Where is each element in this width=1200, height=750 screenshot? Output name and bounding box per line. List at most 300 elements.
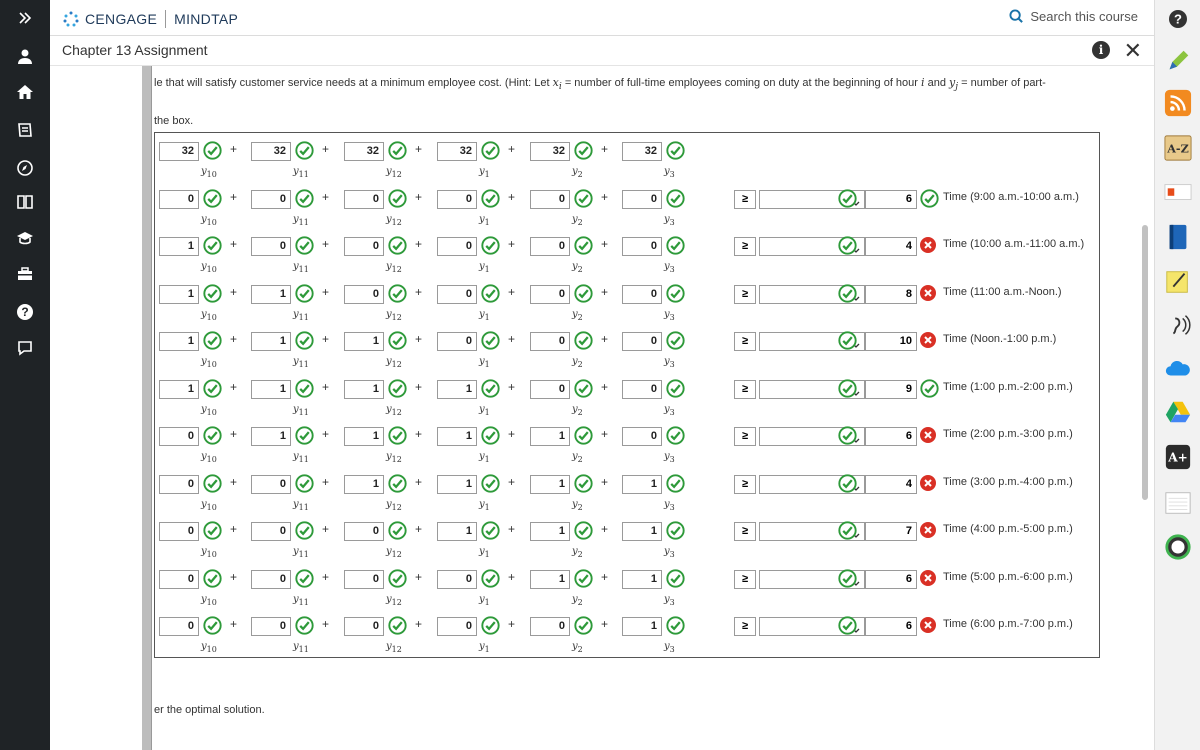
notepad-icon[interactable] bbox=[1163, 488, 1193, 518]
variable-label: $y_1$ bbox=[479, 261, 490, 274]
correct-check-icon bbox=[295, 379, 314, 398]
coefficient-input[interactable]: 32 bbox=[344, 142, 384, 161]
book-icon[interactable] bbox=[1163, 222, 1193, 252]
time-period-label: Time (10:00 a.m.-11:00 a.m.) bbox=[943, 238, 1085, 250]
help-icon[interactable] bbox=[0, 294, 50, 330]
coefficient-input[interactable]: 0 bbox=[622, 332, 662, 351]
correct-check-icon bbox=[481, 379, 500, 398]
variable-label: $y_{10}$ bbox=[201, 593, 217, 607]
office-icon[interactable] bbox=[1163, 178, 1193, 208]
plus-sign: + bbox=[508, 237, 516, 251]
correct-check-icon bbox=[574, 616, 593, 635]
toolbox-icon[interactable] bbox=[0, 256, 50, 292]
correct-check-icon bbox=[203, 284, 222, 303]
box-instruction: the box. bbox=[154, 115, 194, 127]
correct-check-icon bbox=[203, 379, 222, 398]
plus-sign: + bbox=[508, 569, 516, 584]
coefficient-input[interactable]: 0 bbox=[251, 237, 291, 256]
coefficient-input[interactable]: 1 bbox=[530, 522, 570, 541]
coefficient-input[interactable]: 1 bbox=[159, 285, 199, 304]
coefficient-input[interactable]: 1 bbox=[437, 475, 477, 494]
coefficient-input[interactable]: 1 bbox=[530, 427, 570, 446]
plus-sign: + bbox=[601, 427, 609, 441]
variable-label: $y_{12}$ bbox=[386, 213, 402, 227]
correct-check-icon bbox=[838, 616, 857, 635]
problem-hint: le that will satisfy customer service needs at a minimum employee cost. (Hint: Let $x_i$ = number of full-time employees coming on duty at the beginning of hour i and $y_j$ = number of part- bbox=[154, 76, 1046, 93]
coefficient-input[interactable]: 0 bbox=[159, 522, 199, 541]
correct-check-icon bbox=[295, 474, 314, 493]
coefficient-input[interactable]: 0 bbox=[344, 285, 384, 304]
plus-sign: + bbox=[415, 237, 423, 251]
top-bar bbox=[50, 0, 1154, 36]
plus-sign: + bbox=[415, 284, 423, 299]
coefficient-input[interactable]: 1 bbox=[344, 332, 384, 351]
rhs-input[interactable]: 6 bbox=[865, 570, 917, 589]
coefficient-input[interactable]: 1 bbox=[622, 570, 662, 589]
expand-icon[interactable] bbox=[0, 0, 50, 36]
plus-sign: + bbox=[322, 617, 330, 631]
coefficient-input[interactable]: 1 bbox=[344, 380, 384, 399]
plus-sign: + bbox=[508, 474, 516, 489]
book-open-icon[interactable] bbox=[0, 184, 50, 220]
plus-sign: + bbox=[508, 142, 516, 156]
coefficient-input[interactable]: 1 bbox=[437, 427, 477, 446]
right-app-dock bbox=[1154, 0, 1200, 750]
correct-check-icon bbox=[388, 379, 407, 398]
correct-check-icon bbox=[838, 474, 857, 493]
variable-label: $y_2$ bbox=[572, 356, 583, 369]
variable-label: $y_{10}$ bbox=[201, 451, 217, 464]
coefficient-input[interactable]: 0 bbox=[159, 570, 199, 589]
plus-sign: + bbox=[601, 142, 609, 156]
plus-sign: + bbox=[601, 522, 609, 536]
correct-check-icon bbox=[838, 521, 857, 540]
plus-sign: + bbox=[508, 522, 516, 536]
coefficient-input[interactable]: 0 bbox=[437, 285, 477, 304]
rhs-input[interactable]: 4 bbox=[865, 475, 917, 494]
variable-label: $y_{10}$ bbox=[201, 356, 217, 369]
variable-label: $y_1$ bbox=[479, 403, 490, 417]
coefficient-input[interactable]: 1 bbox=[251, 285, 291, 304]
plus-sign: + bbox=[230, 142, 238, 156]
cengage-dots-icon bbox=[62, 10, 80, 28]
correct-check-icon bbox=[574, 521, 593, 540]
variable-label: $y_{12}$ bbox=[386, 451, 402, 464]
help-circle-icon[interactable] bbox=[1163, 4, 1193, 34]
plus-sign: + bbox=[508, 427, 516, 441]
time-period-label: Time (Noon.-1:00 p.m.) bbox=[943, 333, 1057, 345]
correct-check-icon bbox=[666, 569, 685, 588]
variable-label: $y_{10}$ bbox=[201, 213, 217, 227]
page-title: Chapter 13 Assignment bbox=[62, 42, 208, 58]
correct-check-icon bbox=[481, 189, 500, 208]
pencil-icon[interactable] bbox=[1163, 46, 1193, 76]
coefficient-input[interactable]: 32 bbox=[159, 142, 199, 161]
variable-label: $y_1$ bbox=[479, 213, 490, 227]
coefficient-input[interactable]: 1 bbox=[159, 380, 199, 399]
rhs-input[interactable]: 6 bbox=[865, 190, 917, 209]
coefficient-input[interactable]: 0 bbox=[530, 617, 570, 636]
coefficient-input[interactable]: 1 bbox=[437, 380, 477, 399]
variable-label: $y_2$ bbox=[572, 166, 583, 179]
incorrect-x-icon bbox=[920, 427, 936, 443]
correct-check-icon bbox=[481, 616, 500, 635]
variable-label: $y_{12}$ bbox=[386, 356, 402, 369]
coefficient-input[interactable]: 0 bbox=[251, 522, 291, 541]
coefficient-input[interactable]: 1 bbox=[159, 332, 199, 351]
logo-divider bbox=[165, 10, 166, 28]
plus-sign: + bbox=[230, 332, 238, 346]
correct-check-icon bbox=[295, 141, 314, 160]
plus-sign: + bbox=[322, 569, 330, 584]
notes-icon[interactable] bbox=[1163, 267, 1193, 297]
product-name: MINDTAP bbox=[174, 11, 239, 27]
variable-label: $y_{10}$ bbox=[201, 308, 217, 322]
correct-check-icon bbox=[388, 189, 407, 208]
coefficient-input[interactable]: 1 bbox=[344, 427, 384, 446]
correct-check-icon bbox=[203, 426, 222, 445]
brand-name: CENGAGE bbox=[85, 11, 158, 27]
reader-icon[interactable] bbox=[0, 112, 50, 148]
correct-check-icon bbox=[666, 284, 685, 303]
correct-check-icon bbox=[666, 236, 685, 255]
coefficient-input[interactable]: 0 bbox=[622, 237, 662, 256]
inequality-symbol[interactable]: ≥ bbox=[734, 522, 756, 541]
constraint-row bbox=[155, 517, 1101, 564]
coefficient-input[interactable]: 0 bbox=[251, 617, 291, 636]
variable-label: $y_1$ bbox=[479, 546, 490, 559]
chat-icon[interactable] bbox=[0, 330, 50, 366]
constraint-row bbox=[155, 232, 1101, 279]
variable-label: $y_3$ bbox=[664, 166, 675, 179]
coefficient-input[interactable]: 1 bbox=[530, 570, 570, 589]
variable-label: $y_2$ bbox=[572, 451, 583, 464]
constraint-row bbox=[155, 612, 1101, 659]
variable-label: $y_{12}$ bbox=[386, 498, 402, 512]
coefficient-input[interactable]: 0 bbox=[530, 190, 570, 209]
correct-check-icon bbox=[295, 616, 314, 635]
close-icon[interactable]: ✕ bbox=[1123, 38, 1142, 63]
plus-sign: + bbox=[230, 284, 238, 299]
correct-check-icon bbox=[481, 141, 500, 160]
correct-check-icon bbox=[295, 426, 314, 445]
rhs-input[interactable]: 8 bbox=[865, 285, 917, 304]
inequality-symbol[interactable]: ≥ bbox=[734, 617, 756, 636]
plus-sign: + bbox=[230, 237, 238, 251]
constraint-row bbox=[155, 375, 1101, 422]
coefficient-input[interactable]: 32 bbox=[437, 142, 477, 161]
correct-check-icon bbox=[838, 236, 857, 255]
plus-sign: + bbox=[601, 379, 609, 394]
inequality-symbol[interactable]: ≥ bbox=[734, 237, 756, 256]
variable-label: $y_{12}$ bbox=[386, 593, 402, 607]
correct-check-icon bbox=[574, 569, 593, 588]
correct-check-icon bbox=[666, 141, 685, 160]
variable-label: $y_{11}$ bbox=[293, 403, 309, 417]
constraint-row bbox=[155, 470, 1101, 517]
rhs-input[interactable]: 10 bbox=[865, 332, 917, 351]
variable-label: $y_{11}$ bbox=[293, 546, 309, 559]
plus-sign: + bbox=[601, 569, 609, 584]
coefficient-input[interactable]: 0 bbox=[437, 190, 477, 209]
coefficient-input[interactable]: 0 bbox=[622, 380, 662, 399]
coefficient-input[interactable]: 0 bbox=[251, 475, 291, 494]
inequality-symbol[interactable]: ≥ bbox=[734, 332, 756, 351]
coefficient-input[interactable]: 1 bbox=[251, 427, 291, 446]
graduation-cap-icon[interactable] bbox=[0, 220, 50, 256]
incorrect-x-icon bbox=[920, 522, 936, 538]
coefficient-input[interactable]: 32 bbox=[622, 142, 662, 161]
plus-sign: + bbox=[415, 569, 423, 584]
correct-check-icon bbox=[388, 616, 407, 635]
coefficient-input[interactable]: 1 bbox=[437, 522, 477, 541]
correct-check-icon bbox=[481, 331, 500, 350]
plus-sign: + bbox=[601, 284, 609, 299]
variable-label: $y_1$ bbox=[479, 166, 490, 179]
a-z-icon[interactable] bbox=[1163, 133, 1193, 163]
inequality-symbol[interactable]: ≥ bbox=[734, 380, 756, 399]
correct-check-icon bbox=[295, 331, 314, 350]
correct-check-icon bbox=[203, 521, 222, 540]
correct-check-icon bbox=[203, 331, 222, 350]
user-icon[interactable] bbox=[0, 38, 50, 74]
variable-label: $y_{10}$ bbox=[201, 403, 217, 417]
incorrect-x-icon bbox=[920, 285, 936, 301]
plus-sign: + bbox=[322, 427, 330, 441]
coefficient-input[interactable]: 0 bbox=[159, 617, 199, 636]
variable-label: $y_3$ bbox=[664, 498, 675, 512]
variable-label: $y_1$ bbox=[479, 451, 490, 464]
coefficient-input[interactable]: 1 bbox=[622, 617, 662, 636]
variable-label: $y_{11}$ bbox=[293, 451, 309, 464]
variable-label: $y_3$ bbox=[664, 593, 675, 607]
variable-label: $y_{11}$ bbox=[293, 166, 309, 179]
time-period-label: Time (1:00 p.m.-2:00 p.m.) bbox=[943, 380, 1073, 393]
rhs-input[interactable]: 4 bbox=[865, 237, 917, 256]
coefficient-input[interactable]: 0 bbox=[251, 570, 291, 589]
lp-model-grid bbox=[154, 132, 1100, 658]
correct-check-icon bbox=[666, 521, 685, 540]
coefficient-input[interactable]: 0 bbox=[344, 190, 384, 209]
coefficient-input[interactable]: 0 bbox=[530, 332, 570, 351]
correct-check-icon bbox=[295, 236, 314, 255]
plus-sign: + bbox=[230, 427, 238, 441]
correct-check-icon bbox=[666, 426, 685, 445]
coefficient-input[interactable]: 0 bbox=[437, 332, 477, 351]
coefficient-input[interactable]: 1 bbox=[622, 475, 662, 494]
plus-sign: + bbox=[415, 617, 423, 631]
correct-check-icon bbox=[666, 474, 685, 493]
coefficient-input[interactable]: 1 bbox=[622, 522, 662, 541]
coefficient-input[interactable]: 0 bbox=[159, 427, 199, 446]
coefficient-input[interactable]: 0 bbox=[344, 617, 384, 636]
coefficient-input[interactable]: 0 bbox=[622, 190, 662, 209]
correct-check-icon bbox=[388, 236, 407, 255]
correct-check-icon bbox=[203, 569, 222, 588]
plus-sign: + bbox=[415, 142, 423, 156]
plus-sign: + bbox=[415, 379, 423, 394]
coefficient-input[interactable]: 0 bbox=[437, 237, 477, 256]
drive-icon[interactable] bbox=[1163, 397, 1193, 427]
rss-icon[interactable] bbox=[1163, 88, 1193, 118]
variable-label: $y_1$ bbox=[479, 593, 490, 607]
correct-check-icon bbox=[388, 474, 407, 493]
correct-check-icon bbox=[481, 521, 500, 540]
inequality-symbol[interactable]: ≥ bbox=[734, 285, 756, 304]
correct-check-icon bbox=[838, 379, 857, 398]
plus-sign: + bbox=[601, 474, 609, 489]
variable-label: $y_{11}$ bbox=[293, 498, 309, 512]
correct-check-icon bbox=[481, 474, 500, 493]
content-gutter bbox=[142, 66, 152, 750]
correct-check-icon bbox=[574, 236, 593, 255]
rhs-input[interactable]: 9 bbox=[865, 380, 917, 399]
time-period-label: Time (5:00 p.m.-6:00 p.m.) bbox=[943, 570, 1073, 583]
correct-check-icon bbox=[838, 331, 857, 350]
variable-label: $y_2$ bbox=[572, 403, 583, 417]
plus-sign: + bbox=[322, 332, 330, 346]
incorrect-x-icon bbox=[920, 570, 936, 586]
variable-label: $y_{12}$ bbox=[386, 403, 402, 417]
plus-sign: + bbox=[322, 284, 330, 299]
svg-text:A+: A+ bbox=[1168, 450, 1188, 465]
coefficient-input[interactable]: 1 bbox=[251, 332, 291, 351]
correct-check-icon bbox=[295, 284, 314, 303]
coefficient-input[interactable]: 1 bbox=[251, 380, 291, 399]
correct-check-icon bbox=[481, 426, 500, 445]
plus-sign: + bbox=[508, 189, 516, 204]
plus-sign: + bbox=[230, 474, 238, 489]
variable-label: $y_3$ bbox=[664, 546, 675, 559]
correct-check-icon bbox=[574, 189, 593, 208]
correct-check-icon bbox=[388, 141, 407, 160]
plus-sign: + bbox=[230, 569, 238, 584]
variable-label: $y_3$ bbox=[664, 356, 675, 369]
constraint-row bbox=[155, 280, 1101, 327]
search-course[interactable] bbox=[1009, 9, 1138, 24]
coefficient-input[interactable]: 0 bbox=[344, 570, 384, 589]
correct-check-icon bbox=[666, 379, 685, 398]
variable-label: $y_{11}$ bbox=[293, 593, 309, 607]
variable-label: $y_{12}$ bbox=[386, 166, 402, 179]
coefficient-input[interactable]: 0 bbox=[344, 237, 384, 256]
coefficient-input[interactable]: 0 bbox=[622, 427, 662, 446]
constraint-row bbox=[155, 327, 1101, 374]
variable-label: $y_1$ bbox=[479, 356, 490, 369]
coefficient-input[interactable]: 0 bbox=[251, 190, 291, 209]
variable-label: $y_{11}$ bbox=[293, 261, 309, 274]
solution-instruction: er the optimal solution. bbox=[154, 704, 265, 716]
coefficient-input[interactable]: 32 bbox=[251, 142, 291, 161]
inequality-symbol[interactable]: ≥ bbox=[734, 190, 756, 209]
plus-sign: + bbox=[230, 379, 238, 394]
title-bar bbox=[50, 36, 1154, 66]
plus-sign: + bbox=[601, 237, 609, 251]
correct-check-icon bbox=[666, 616, 685, 635]
coefficient-input[interactable]: 0 bbox=[159, 475, 199, 494]
coefficient-input[interactable]: 0 bbox=[159, 190, 199, 209]
coefficient-input[interactable]: 1 bbox=[159, 237, 199, 256]
cloud-icon[interactable] bbox=[1163, 354, 1193, 384]
info-icon[interactable]: i bbox=[1092, 41, 1110, 59]
compass-icon[interactable] bbox=[0, 150, 50, 186]
variable-label: $y_{12}$ bbox=[386, 308, 402, 322]
variable-label: $y_{12}$ bbox=[386, 261, 402, 274]
svg-text:A-Z: A-Z bbox=[1167, 141, 1189, 156]
constraint-row bbox=[155, 185, 1101, 232]
plus-sign: + bbox=[415, 427, 423, 441]
svg-text:?: ? bbox=[1174, 11, 1182, 27]
plus-sign: + bbox=[230, 617, 238, 631]
home-icon[interactable] bbox=[0, 74, 50, 110]
variable-label: $y_{10}$ bbox=[201, 498, 217, 512]
constraint-row bbox=[155, 565, 1101, 612]
correct-check-icon bbox=[574, 379, 593, 398]
inequality-symbol[interactable]: ≥ bbox=[734, 475, 756, 494]
plus-sign: + bbox=[415, 522, 423, 536]
correct-check-icon bbox=[203, 189, 222, 208]
plus-sign: + bbox=[601, 617, 609, 631]
correct-check-icon bbox=[574, 474, 593, 493]
variable-label: $y_{10}$ bbox=[201, 546, 217, 559]
cengage-logo[interactable] bbox=[62, 9, 238, 29]
coefficient-input[interactable]: 0 bbox=[344, 522, 384, 541]
coefficient-input[interactable]: 1 bbox=[530, 475, 570, 494]
rhs-input[interactable]: 7 bbox=[865, 522, 917, 541]
incorrect-x-icon bbox=[920, 237, 936, 253]
coefficient-input[interactable]: 0 bbox=[530, 380, 570, 399]
correct-check-icon bbox=[295, 521, 314, 540]
plus-sign: + bbox=[601, 332, 609, 346]
plus-sign: + bbox=[508, 284, 516, 299]
left-rail bbox=[0, 0, 50, 750]
rhs-input[interactable]: 6 bbox=[865, 617, 917, 636]
variable-label: $y_2$ bbox=[572, 213, 583, 227]
variable-label: $y_2$ bbox=[572, 308, 583, 322]
time-period-label: Time (3:00 p.m.-4:00 p.m.) bbox=[943, 475, 1073, 488]
coefficient-input[interactable]: 0 bbox=[530, 285, 570, 304]
correct-check-icon bbox=[920, 379, 939, 398]
coefficient-input[interactable]: 0 bbox=[437, 570, 477, 589]
inequality-symbol[interactable]: ≥ bbox=[734, 427, 756, 446]
coefficient-input[interactable]: 0 bbox=[437, 617, 477, 636]
variable-label: $y_{11}$ bbox=[293, 641, 309, 654]
inequality-symbol[interactable]: ≥ bbox=[734, 570, 756, 589]
correct-check-icon bbox=[574, 331, 593, 350]
coefficient-input[interactable]: 0 bbox=[530, 237, 570, 256]
correct-check-icon bbox=[388, 521, 407, 540]
correct-check-icon bbox=[481, 569, 500, 588]
coefficient-input[interactable]: 0 bbox=[622, 285, 662, 304]
grade-icon[interactable] bbox=[1163, 442, 1193, 472]
variable-label: $y_{12}$ bbox=[386, 641, 402, 654]
coefficient-input[interactable]: 32 bbox=[530, 142, 570, 161]
plus-sign: + bbox=[415, 189, 423, 204]
correct-check-icon bbox=[838, 426, 857, 445]
variable-label: $y_1$ bbox=[479, 308, 490, 322]
variable-label: $y_3$ bbox=[664, 261, 675, 274]
circle-icon[interactable] bbox=[1163, 532, 1193, 562]
variable-label: $y_3$ bbox=[664, 308, 675, 322]
plus-sign: + bbox=[230, 189, 238, 204]
variable-label: $y_{10}$ bbox=[201, 641, 217, 654]
plus-sign: + bbox=[322, 237, 330, 251]
audio-icon[interactable] bbox=[1163, 310, 1193, 340]
coefficient-input[interactable]: 1 bbox=[344, 475, 384, 494]
rhs-input[interactable]: 6 bbox=[865, 427, 917, 446]
scrollbar-thumb[interactable] bbox=[1142, 225, 1148, 500]
variable-label: $y_2$ bbox=[572, 261, 583, 274]
